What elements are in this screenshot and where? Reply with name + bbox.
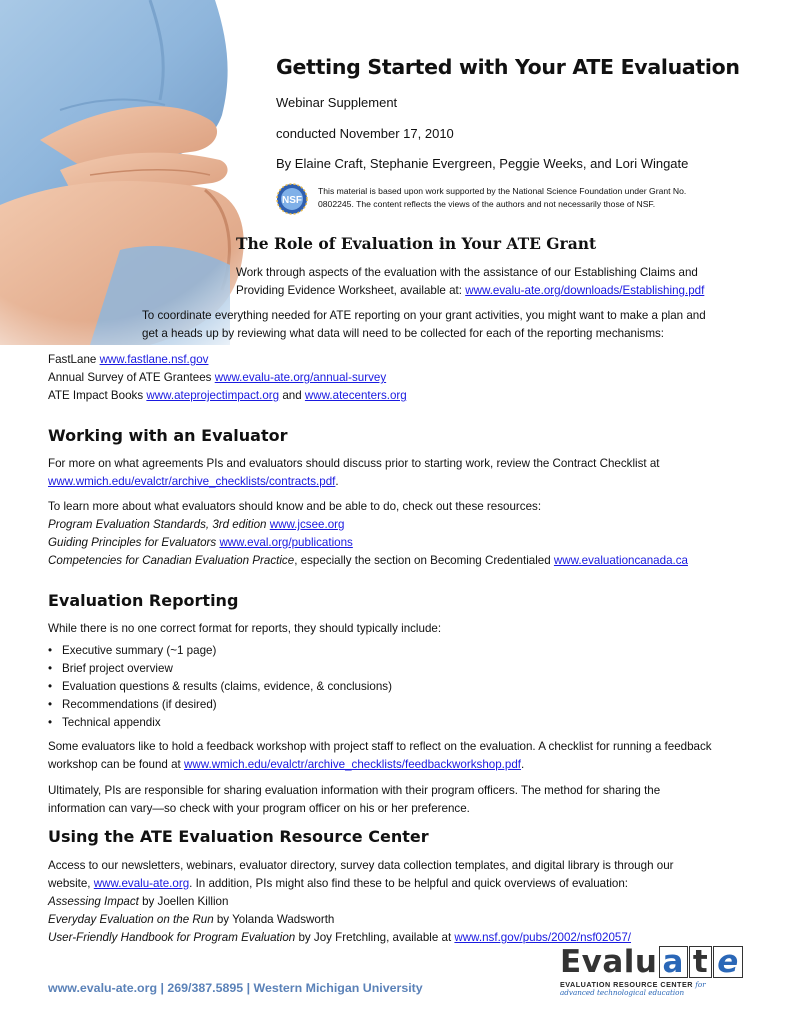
reporting-p3-line1: Ultimately, PIs are responsible for sharing evaluation information with their program officers. The method for sharing the [48,784,661,797]
nsf-line-2: 0802245. The content reflects the views of the authors and not necessarily those of NSF. [318,199,656,209]
book-everyday-evaluation: Everyday Evaluation on the Run by Yolanda Wadsworth [48,913,335,926]
evaluator-p2: To learn more about what evaluators should know and be able to do, check out these resources: [48,500,542,513]
role-p1-line2: Providing Evidence Worksheet, available at: www.evalu-ate.org/downloads/Establishing.pdf [236,284,705,297]
fastlane-line: FastLane www.fastlane.nsf.gov [48,353,209,366]
authors: By Elaine Craft, Stephanie Evergreen, Peggie Weeks, and Lori Wingate [276,156,689,171]
report-contents-list [48,642,392,732]
logo-wordmark: Evalu a t e [560,944,743,980]
resource-p1-line1: Access to our newsletters, webinars, evaluator directory, survey data collection templates, and digital library is through our [48,859,674,872]
list-item: • Recommendations (if desired) [48,696,392,714]
evaluate-logo [560,944,750,998]
reporting-p2-line1: Some evaluators like to hold a feedback workshop with project staff to reflect on the evaluation. A checklist for running a feedback [48,740,712,753]
evaluator-p1-line1: For more on what agreements PIs and evaluators should discuss prior to starting work, review the Contract Checklist at [48,457,660,470]
nsf-acknowledgement [276,183,746,217]
evalu-ate-link[interactable]: www.evalu-ate.org [93,877,190,890]
book-assessing-impact: Assessing Impact by Joellen Killion [48,895,229,908]
annual-survey-link[interactable]: www.evalu-ate.org/annual-survey [214,371,387,384]
nsf-logo-text: NSF [282,195,302,206]
feedback-workshop-link[interactable]: www.wmich.edu/evalctr/archive_checklists/feedbackworkshop.pdf [184,758,522,771]
resource-principles: Guiding Principles for Evaluators www.eval.org/publications [48,536,353,549]
eval-publications-link[interactable]: www.eval.org/publications [219,536,353,549]
survey-line: Annual Survey of ATE Grantees www.evalu-ate.org/annual-survey [48,371,387,384]
nsf-handbook-link[interactable]: www.nsf.gov/pubs/2002/nsf02057/ [454,931,632,944]
list-item: • Brief project overview [48,660,392,678]
impact-books-line: ATE Impact Books www.ateprojectimpact.org and www.atecenters.org [48,389,407,402]
evaluator-p1-line2: www.wmich.edu/evalctr/archive_checklists/contracts.pdf. [48,475,339,488]
heading-reporting: Evaluation Reporting [48,591,239,610]
footer-contact: www.evalu-ate.org | 269/387.5895 | Western Michigan University [48,981,423,995]
list-item: • Technical appendix [48,714,392,732]
role-p2-line1: To coordinate everything needed for ATE reporting on your grant activities, you might want to make a plan and [142,309,706,322]
heading-role: The Role of Evaluation in Your ATE Grant [236,234,597,253]
nsf-line-1: This material is based upon work supported by the National Science Foundation under Grant No. [318,186,687,196]
heading-evaluator: Working with an Evaluator [48,426,288,445]
list-item: • Executive summary (~1 page) [48,642,392,660]
list-item: • Evaluation questions & results (claims, evidence, & conclusions) [48,678,392,696]
book-user-friendly-handbook: User-Friendly Handbook for Program Evaluation by Joy Fretchling, available at www.nsf.gov/pubs/2002/nsf02057/ [48,931,632,944]
role-p2-line2: get a heads up by reviewing what data will need to be collected for each of the reporting mechanisms: [142,327,665,340]
reporting-p2-line2: workshop can be found at www.wmich.edu/evalctr/archive_checklists/feedbackworkshop.pdf. [48,758,525,771]
nsf-logo-icon [276,183,308,215]
resource-competencies: Competencies for Canadian Evaluation Practice, especially the section on Becoming Credentialed www.evaluationcanada.ca [48,554,688,567]
jcsee-link[interactable]: www.jcsee.org [269,518,345,531]
reporting-p3-line2: information can vary—so check with your program officer on his or her preference. [48,802,470,815]
ateprojectimpact-link[interactable]: www.ateprojectimpact.org [146,389,280,402]
atecenters-link[interactable]: www.atecenters.org [304,389,407,402]
page-title: Getting Started with Your ATE Evaluation [276,55,740,79]
conducted-date: conducted November 17, 2010 [276,126,454,141]
reporting-intro: While there is no one correct format for reports, they should typically include: [48,622,442,635]
contracts-checklist-link[interactable]: www.wmich.edu/evalctr/archive_checklists/contracts.pdf [48,475,336,488]
subtitle: Webinar Supplement [276,95,398,110]
heading-resource-center: Using the ATE Evaluation Resource Center [48,827,429,846]
role-p1-line1: Work through aspects of the evaluation with the assistance of our Establishing Claims and [236,266,698,279]
resource-p1-line2: website, www.evalu-ate.org. In addition, PIs might also find these to be helpful and quick overviews of evaluation: [48,877,629,890]
evaluationcanada-link[interactable]: www.evaluationcanada.ca [553,554,688,567]
resource-standards: Program Evaluation Standards, 3rd edition www.jcsee.org [48,518,345,531]
logo-tagline: EVALUATION RESOURCE CENTER for advanced technological education [560,980,706,997]
establishing-worksheet-link[interactable]: www.evalu-ate.org/downloads/Establishing.pdf [465,284,705,297]
fastlane-link[interactable]: www.fastlane.nsf.gov [99,353,209,366]
